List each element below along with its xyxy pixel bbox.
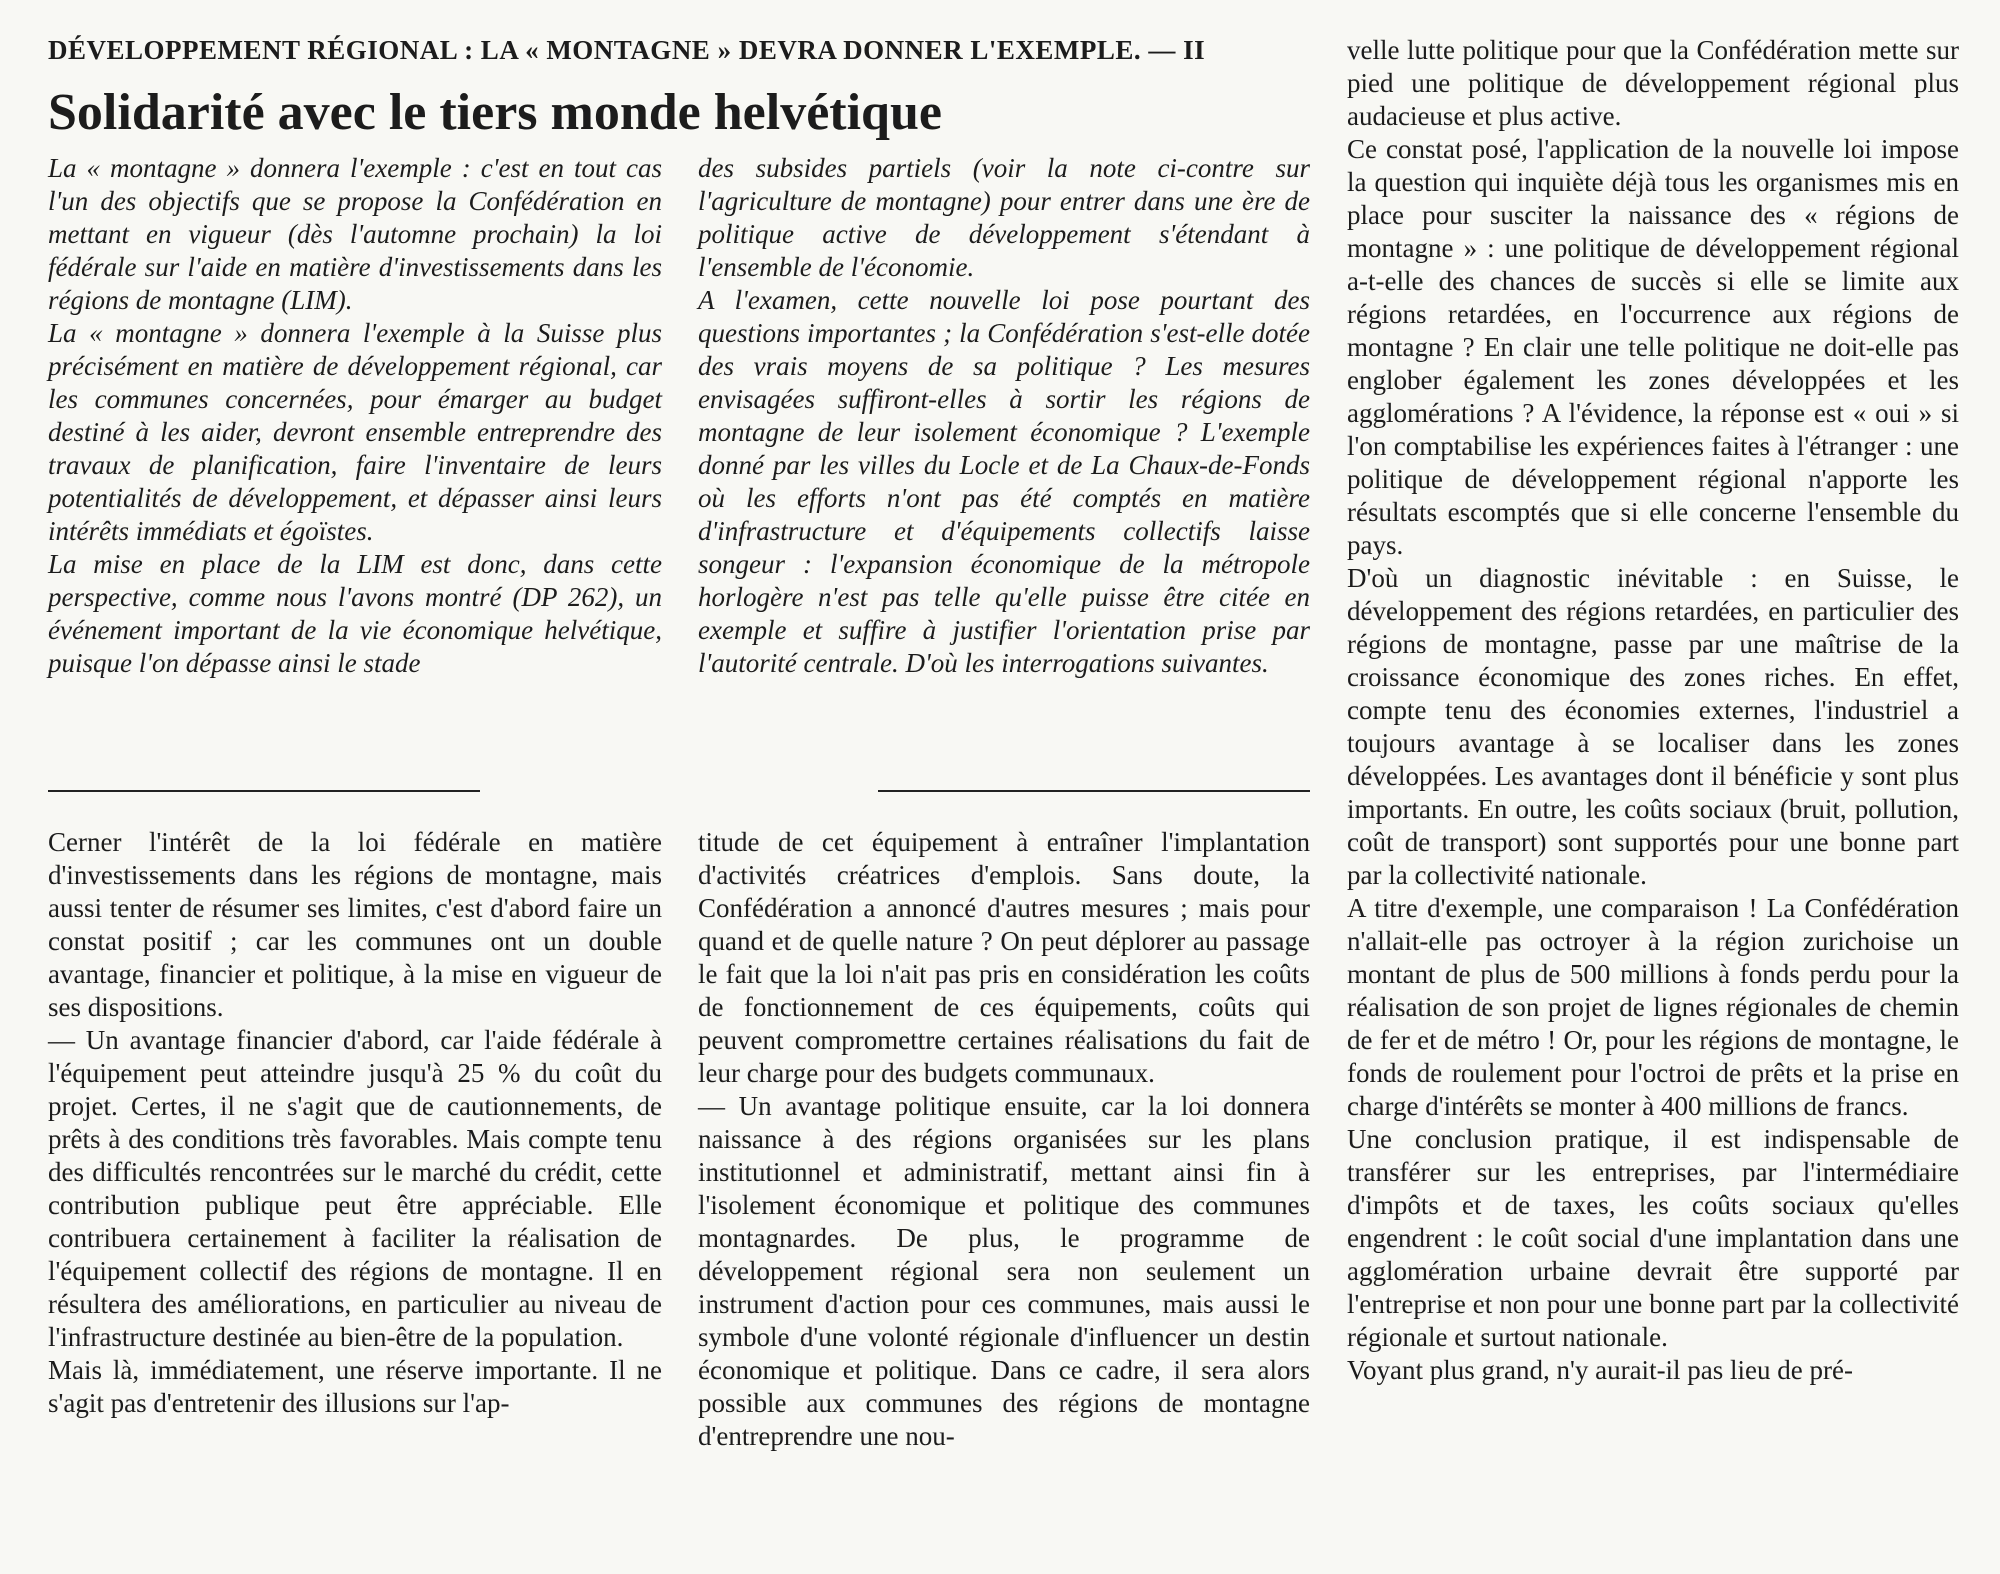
body-column-left: [48, 826, 662, 1506]
body-column-right: [1347, 34, 1959, 1514]
article-headline: Solidarité avec le tiers monde helvétique: [48, 84, 942, 141]
paragraph: velle lutte politique pour que la Confédération mette sur pied une politique de développement régional plus audacieuse et plus active.: [1347, 35, 1959, 131]
paragraph: titude de cet équipement à entraîner l'implantation d'activités créatrices d'emplois. Sans doute, la Confédération a annoncé d'autres mesures ; mais pour quand et de quelle nature ? On peut déplorer au passage le fait que la loi n'ait pas pris en considération les coûts de fonctionnement de ces équipements, coûts qui peuvent compromettre certaines réalisations du fait de leur charge pour des budgets communaux.: [698, 827, 1310, 1088]
paragraph: D'où un diagnostic inévitable : en Suisse, le développement des régions retardées, en particulier des régions de montagne, passe par une maîtrise de la croissance économique des zones riches. En effet, compte tenu des économies externes, l'industriel a toujours avantage à se localiser dans les zones développées. Les avantages dont il bénéficie y sont plus importants. En outre, les coûts sociaux (bruit, pollution, coût de transport) sont supportés pour une bonne part par la collectivité nationale.: [1347, 563, 1959, 890]
paragraph: — Un avantage financier d'abord, car l'aide fédérale à l'équipement peut atteindre jusqu'à 25 % du coût du projet. Certes, il ne s'agit que de cautionnements, de prêts à des conditions très favorables. Mais compte tenu des difficultés rencontrées sur le marché du crédit, cette contribution publique peut être appréciable. Elle contribuera certainement à faciliter la réalisation de l'équipement collectif des régions de montagne. Il en résultera des améliorations, en particulier au niveau de l'infrastructure destinée au bien-être de la population.: [48, 1025, 662, 1352]
paragraph: Mais là, immédiatement, une réserve importante. Il ne s'agit pas d'entretenir des illusions sur l'ap-: [48, 1355, 662, 1418]
divider-rule-left: [48, 790, 480, 792]
paragraph: La « montagne » donnera l'exemple : c'est en tout cas l'un des objectifs que se propose la Confédération en mettant en vigueur (dès l'automne prochain) la loi fédérale sur l'aide en matière d'investissements dans les régions de montagne (LIM).: [48, 153, 662, 315]
paragraph: A titre d'exemple, une comparaison ! La Confédération n'allait-elle pas octroyer à la région zurichoise un montant de plus de 500 millions à fonds perdu pour la réalisation de son projet de lignes régionales de chemin de fer et de métro ! Or, pour les régions de montagne, le fonds de roulement pour l'octroi de prêts et la prise en charge d'intérêts se monter à 400 millions de francs.: [1347, 893, 1959, 1121]
intro-column-left: [48, 152, 662, 752]
paragraph: des subsides partiels (voir la note ci-contre sur l'agriculture de montagne) pour entrer dans une ère de politique active de développement s'étendant à l'ensemble de l'économie.: [698, 153, 1310, 282]
paragraph: Voyant plus grand, n'y aurait-il pas lieu de pré-: [1347, 1355, 1853, 1385]
paragraph: Cerner l'intérêt de la loi fédérale en matière d'investissements dans les régions de montagne, mais aussi tenter de résumer ses limites, c'est d'abord faire un constat positif ; car les communes ont un double avantage, financier et politique, à la mise en vigueur de ses dispositions.: [48, 827, 662, 1022]
paragraph: Une conclusion pratique, il est indispensable de transférer sur les entreprises, par l'intermédiaire d'impôts et de taxes, les coûts sociaux qu'elles engendrent : le coût social d'une implantation dans une agglomération urbaine devrait être supporté par l'entreprise et non pour une bonne part par la collectivité régionale et surtout nationale.: [1347, 1124, 1959, 1352]
paragraph: — Un avantage politique ensuite, car la loi donnera naissance à des régions organisées sur les plans institutionnel et administratif, mettant ainsi fin à l'isolement économique et politique des communes montagnardes. De plus, le programme de développement régional sera non seulement un instrument d'action pour ces communes, mais aussi le symbole d'une volonté régionale d'influencer un destin économique et politique. Dans ce cadre, il sera alors possible aux communes des régions de montagne d'entreprendre une nou-: [698, 1091, 1310, 1451]
intro-column-middle: [698, 152, 1310, 752]
paragraph: Ce constat posé, l'application de la nouvelle loi impose la question qui inquiète déjà tous les organismes mis en place pour susciter la naissance des « régions de montagne » : une politique de développement régional a-t-elle des chances de succès si elle se limite aux régions retardées, en l'occurrence aux régions de montagne ? En clair une telle politique ne doit-elle pas englober également les zones développées et les agglomérations ? A l'évidence, la réponse est « oui » si l'on comptabilise les expériences faites à l'étranger : une politique de développement régional n'apporte les résultats escomptés que si elle concerne l'ensemble du pays.: [1347, 134, 1959, 560]
section-kicker: DÉVELOPPEMENT RÉGIONAL : LA « MONTAGNE » DEVRA DONNER L'EXEMPLE. — II: [48, 35, 1206, 65]
paragraph: La mise en place de la LIM est donc, dans cette perspective, comme nous l'avons montré (DP 262), un événement important de la vie économique helvétique, puisque l'on dépasse ainsi le stade: [48, 549, 662, 678]
paragraph: La « montagne » donnera l'exemple à la Suisse plus précisément en matière de développement régional, car les communes concernées, pour émarger au budget destiné à les aider, devront ensemble entreprendre des travaux de planification, faire l'inventaire de leurs potentialités de développement, et dépasser ainsi leurs intérêts immédiats et égoïstes.: [48, 318, 662, 546]
body-column-middle: [698, 826, 1310, 1506]
divider-rule-right: [878, 790, 1310, 792]
paragraph: A l'examen, cette nouvelle loi pose pourtant des questions importantes ; la Confédération s'est-elle dotée des vrais moyens de sa politique ? Les mesures envisagées suffiront-elles à sortir les régions de montagne de leur isolement économique ? L'exemple donné par les villes du Locle et de La Chaux-de-Fonds où les efforts n'ont pas été comptés en matière d'infrastructure et d'équipements collectifs laisse songeur : l'expansion économique de la métropole horlogère n'est pas telle qu'elle puisse être citée en exemple et suffire à justifier l'orientation prise par l'autorité centrale. D'où les interrogations suivantes.: [698, 285, 1310, 678]
